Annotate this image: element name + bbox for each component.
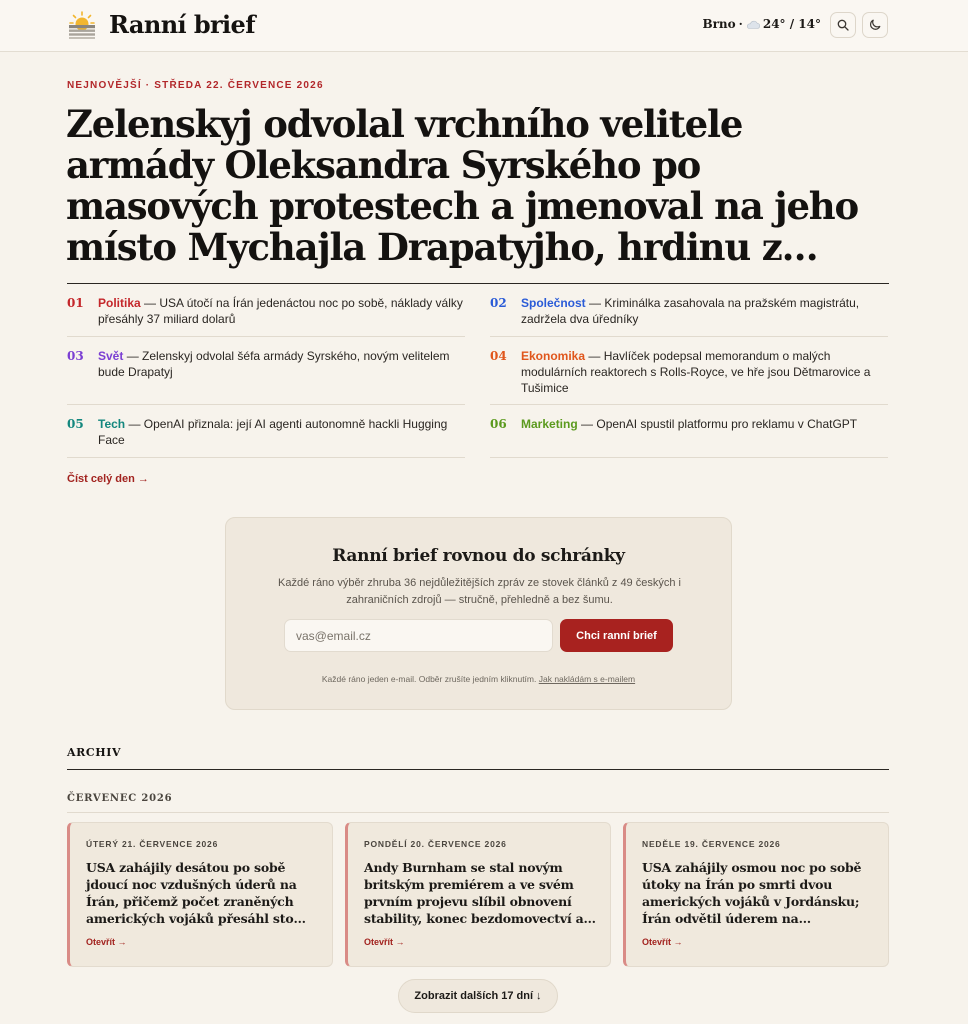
archive-card-date: ÚTERÝ 21. ČERVENCE 2026 (86, 839, 219, 849)
newsletter-description: Každé ráno výběr zhruba 36 nejdůležitějších zpráv ze stovek článků z 49 českých i zahraničních zdrojů — stručně, přehledně a bez šumu. (278, 577, 681, 606)
newsletter-title: Ranní brief rovnou do schránky (332, 546, 625, 566)
divider (67, 812, 889, 813)
story-item-02[interactable] (490, 295, 888, 337)
divider (67, 283, 889, 284)
cloud-icon (746, 20, 760, 29)
story-category: Marketing (521, 417, 578, 431)
story-item-01[interactable] (67, 295, 465, 337)
story-number: 01 (67, 296, 84, 310)
weather-city: Brno (702, 17, 736, 31)
show-more-days-button[interactable]: Zobrazit dalších 17 dní ↓ (398, 979, 558, 1013)
newsletter-box (225, 517, 732, 710)
lead-kicker: NEJNOVĚJŠÍ · STŘEDA 22. ČERVENCE 2026 (67, 80, 324, 91)
lead-headline[interactable]: Zelenskyj odvolal vrchního velitele armády Oleksandra Syrského po masových protestech a jmenoval na jeho místo Mychajla Drapatyjho, hrdinu z… (66, 102, 858, 269)
privacy-link[interactable]: Jak nakládám s e-mailem (538, 674, 636, 684)
archive-card[interactable] (623, 822, 889, 967)
story-text: — USA útočí na Írán jedenáctou noc po sobě, náklady války přesáhly 37 miliard dolarů (98, 296, 463, 326)
story-category: Společnost (521, 296, 586, 310)
archive-card-title[interactable]: USA zahájily desátou po sobě jdoucí noc vzdušných úderů na Írán, přičemž počet zraněných amerických vojáků přesáhl sto… (86, 860, 306, 926)
divider (67, 769, 889, 770)
weather-widget: Brno · 24° / 14° (702, 17, 821, 31)
sunrise-news-icon[interactable] (67, 10, 97, 40)
story-text: — OpenAI spustil platformu pro reklamu v ChatGPT (577, 417, 858, 431)
archive-card-date: NEDĚLE 19. ČERVENCE 2026 (642, 839, 781, 849)
open-day-link[interactable]: Otevřít → (364, 937, 405, 947)
story-category: Ekonomika (521, 349, 586, 363)
read-full-day-link[interactable]: Číst celý den → (67, 473, 149, 485)
subscribe-button[interactable]: Chci ranní brief (560, 619, 673, 652)
newsletter-note-text: Každé ráno jeden e-mail. Odběr zrušíte jedním kliknutím. (321, 674, 539, 684)
story-number: 02 (490, 296, 507, 310)
archive-card-title[interactable]: USA zahájily osmou noc po sobě útoky na Írán po smrti dvou amerických vojáků v Jordánsku; Írán odvětil úderem na… (642, 860, 862, 926)
story-category: Politika (98, 296, 141, 310)
open-day-link[interactable]: Otevřít → (86, 937, 127, 947)
story-text: — OpenAI přiznala: její AI agenti autonomně hackli Hugging Face (98, 417, 448, 447)
story-item-04[interactable] (490, 348, 888, 405)
archive-card-date: PONDĚLÍ 20. ČERVENCE 2026 (364, 839, 507, 849)
story-item-06[interactable] (490, 416, 888, 458)
weather-temp: 24° / 14° (762, 17, 821, 31)
story-item-03[interactable] (67, 348, 465, 405)
email-input[interactable] (284, 619, 553, 652)
story-number: 05 (67, 417, 84, 431)
story-text: — Zelenskyj odvolal šéfa armády Syrského, novým velitelem bude Drapatyj (98, 349, 450, 379)
story-category: Svět (98, 349, 124, 363)
newsletter-note (226, 674, 731, 684)
archive-card-title[interactable]: Andy Burnham se stal novým britským premiérem a ve svém prvním projevu slíbil obnovení stability, konec bezdomovectví a… (364, 860, 596, 926)
story-number: 06 (490, 417, 507, 431)
story-item-05[interactable] (67, 416, 465, 458)
story-text: — Kriminálka zasahovala na pražském magistrátu, zadržela dva úředníky (521, 296, 860, 326)
theme-toggle-button[interactable] (862, 12, 888, 38)
open-day-link[interactable]: Otevřít → (642, 937, 683, 947)
archive-month: ČERVENEC 2026 (67, 793, 173, 804)
story-number: 03 (67, 349, 84, 363)
story-category: Tech (98, 417, 126, 431)
archive-card[interactable] (67, 822, 333, 967)
archive-title: ARCHIV (67, 746, 122, 759)
archive-card[interactable] (345, 822, 611, 967)
story-number: 04 (490, 349, 507, 363)
brand-title[interactable]: Ranní brief (109, 10, 255, 39)
search-icon (837, 19, 849, 31)
story-text: — Havlíček podepsal memorandum o malých modulárních reaktorech s Rolls-Royce, ve hře jsou Dětmarovice a Tušimice (521, 349, 871, 395)
moon-icon (869, 19, 881, 31)
top-bar (0, 0, 968, 52)
search-button[interactable] (830, 12, 856, 38)
